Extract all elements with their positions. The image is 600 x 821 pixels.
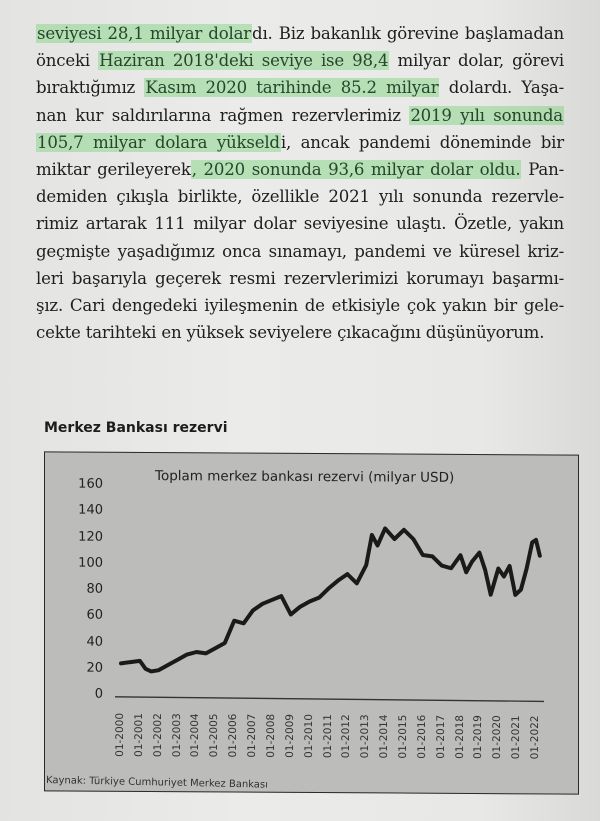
- x-tick-label: 01-2021: [510, 715, 523, 760]
- y-tick-label: 120: [78, 529, 103, 545]
- text-segment: geçmişte yaşadığımız onca sınamayı, pandemi ve küresel kriz-: [36, 241, 564, 261]
- x-tick-label: 01-2018: [453, 714, 466, 759]
- body-paragraph: [36, 20, 564, 346]
- text-segment: i, ancak pandemi döneminde bir: [280, 132, 565, 152]
- x-tick-label: 01-2017: [434, 714, 447, 759]
- text-segment: Pan-: [521, 159, 565, 179]
- x-tick-label: 01-2004: [189, 713, 202, 758]
- x-tick-label: 01-2015: [396, 714, 409, 759]
- y-tick-label: 0: [94, 686, 103, 702]
- y-tick-label: 20: [86, 660, 103, 676]
- text-line: [36, 74, 564, 101]
- x-tick-label: 01-2002: [151, 713, 164, 758]
- highlighted-text: 2019 yılı sonunda: [410, 105, 563, 125]
- text-line: [36, 265, 564, 292]
- text-segment: dolardı. Yaşa-: [439, 78, 564, 98]
- text-segment: milyar dolar, görevi: [389, 51, 564, 71]
- y-tick-label: 60: [86, 607, 103, 623]
- text-line: [36, 156, 564, 183]
- text-segment: rimiz artarak 111 milyar dolar seviyesine ulaştı. Özetle, yakın: [36, 214, 564, 234]
- chart-container: [44, 451, 579, 794]
- text-line: [36, 210, 564, 237]
- x-tick-label: 01-2020: [491, 715, 504, 760]
- text-segment: bıraktığımız: [36, 78, 145, 98]
- text-segment: demiden çıkışla birlikte, özellikle 2021 yılı sonunda rezervle-: [36, 187, 564, 207]
- x-axis-line: [115, 697, 544, 702]
- highlighted-text: 105,7 milyar dolara yükseld: [37, 132, 280, 152]
- text-segment: dı. Biz bakanlık görevine başlamadan: [252, 24, 564, 43]
- y-tick-label: 160: [78, 476, 103, 492]
- highlighted-text: seviyesi 28,1 milyar dolar: [37, 24, 252, 43]
- text-line: [36, 47, 564, 74]
- y-tick-label: 80: [86, 581, 103, 597]
- x-tick-label: 01-2007: [246, 713, 259, 758]
- text-segment: leri başarıyla geçerek resmi rezervlerimizi korumayı başarmı-: [36, 268, 564, 288]
- text-line: [36, 238, 564, 265]
- text-line: [36, 319, 564, 346]
- reserve-series-line: [121, 527, 540, 674]
- text-line: [36, 292, 564, 319]
- x-tick-label: 01-2019: [472, 715, 485, 760]
- y-tick-label: 40: [86, 634, 103, 650]
- x-tick-label: 01-2011: [321, 714, 334, 759]
- x-tick-label: 01-2012: [340, 714, 353, 759]
- highlighted-text: Kasım 2020 tarihinde 85.2 milyar: [145, 78, 439, 98]
- x-tick-label: 01-2008: [264, 713, 277, 758]
- highlighted-text: Haziran 2018'deki seviye ise 98,4: [99, 51, 389, 71]
- x-tick-label: 01-2003: [170, 713, 183, 758]
- text-line: [36, 129, 564, 156]
- y-tick-label: 140: [78, 502, 103, 518]
- x-tick-label: 01-2014: [378, 714, 391, 759]
- x-tick-label: 01-2010: [302, 714, 315, 759]
- x-tick-label: 01-2006: [227, 713, 240, 758]
- text-segment: şız. Cari dengedeki iyileşmenin de etkisiyle çok yakın bir gele-: [36, 295, 564, 315]
- y-tick-label: 100: [78, 555, 103, 571]
- x-tick-label: 01-2001: [132, 713, 145, 757]
- text-line: [36, 183, 564, 210]
- x-tick-label: 01-2000: [114, 712, 126, 757]
- text-segment: nan kur saldırılarına rağmen rezervlerimiz: [36, 105, 410, 125]
- x-tick-label: 01-2009: [283, 713, 296, 758]
- x-tick-label: 01-2005: [208, 713, 221, 758]
- chart-heading: Merkez Bankası rezervi: [44, 420, 228, 436]
- text-line: [36, 102, 564, 129]
- chart-title: Toplam merkez bankası rezervi (milyar USD): [155, 468, 455, 486]
- x-tick-label: 01-2013: [359, 714, 372, 759]
- highlighted-text: , 2020 sonunda 93,6 milyar dolar oldu.: [191, 159, 521, 179]
- text-line: [36, 20, 564, 47]
- x-tick-label: 01-2022: [529, 715, 541, 760]
- text-segment: cekte tarihteki en yüksek seviyelere çıkacağını düşünüyorum.: [36, 323, 545, 343]
- x-tick-label: 01-2016: [415, 714, 428, 759]
- source-caption: Kaynak: Türkiye Cumhuriyet Merkez Bankası: [45, 775, 269, 791]
- text-segment: miktar gerileyerek: [36, 159, 191, 179]
- text-segment: önceki: [36, 51, 99, 71]
